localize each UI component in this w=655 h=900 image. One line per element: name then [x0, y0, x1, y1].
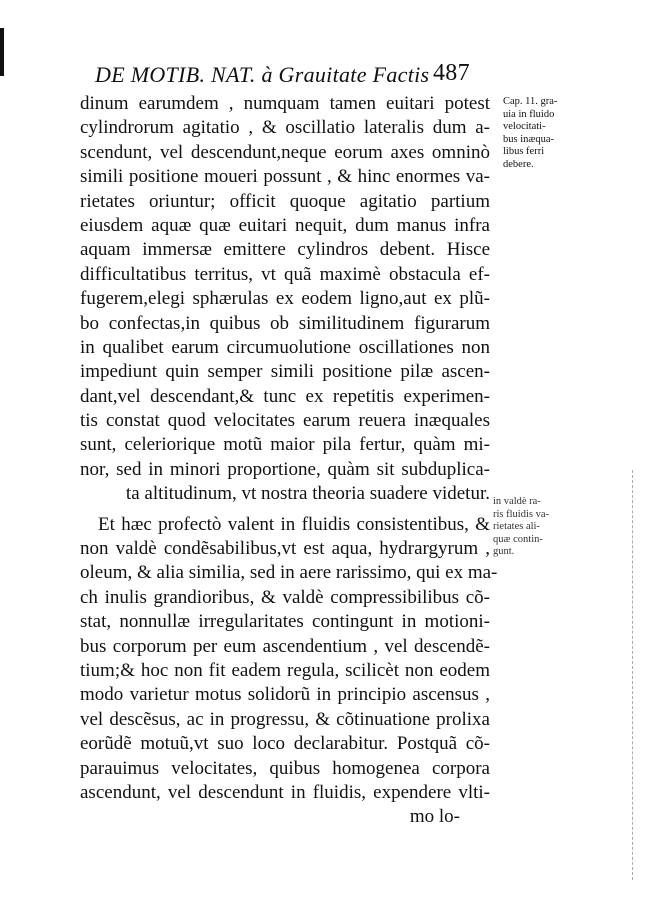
text-line: dinum earumdem , numquam tamen euitari potest	[80, 93, 490, 114]
paragraph-start-line: Et hæc profectò valent in fluidis consistentibus, &	[98, 513, 490, 535]
text-line: in qualibet earum circumuolutione oscillationes non	[80, 336, 490, 358]
text-line: tium;& hoc non fit eadem regula, scilicèt non eodem	[80, 659, 490, 681]
text-line: eorũdẽ motuũ,vt suo loco declarabitur. Postquã cõ-	[80, 733, 490, 755]
text-line: stat, nonnullæ irregularitates contingunt in motioni-	[80, 611, 490, 633]
page-number: 487	[433, 60, 470, 86]
margin-note-line: uia in fluido	[503, 108, 555, 120]
text-line: parauimus velocitates, quibus homogenea corpora	[80, 757, 490, 779]
text-line: non valdè condẽsabilibus,vt est aqua, hydrargyrum ,	[80, 538, 490, 560]
margin-note-line: ris fluidis va-	[493, 508, 549, 520]
text-line: nor, sed in minori proportione, quàm sit subduplica-	[80, 458, 490, 480]
text-line: tis constat quod velocitates earum reuera inæquales	[80, 410, 490, 432]
text-line: ta altitudinum, vt nostra theoria suadere videtur.	[125, 483, 490, 505]
body-text	[80, 92, 498, 830]
text-line: cylindrorum agitatio , & oscillatio lateralis dum a-	[80, 117, 490, 139]
running-header	[95, 62, 475, 92]
text-line: rietates oriuntur; officit quoque agitatio partium	[80, 190, 490, 212]
margin-note-line: in valdè ra-	[493, 496, 541, 507]
page-edge-mark	[0, 28, 4, 76]
margin-note-line: quæ contin-	[493, 533, 543, 545]
margin-note-line: gunt.	[493, 546, 515, 557]
text-line: sunt, celeriorique motũ maior pila fertur, quàm mi-	[80, 434, 490, 456]
margin-note-line: debere.	[503, 158, 534, 170]
text-line: fugerem,elegi sphærulas ex eodem ligno,aut ex plũ-	[80, 288, 490, 310]
text-line: ch inulis grandioribus, & valdè compressibilibus cõ-	[80, 586, 490, 608]
text-line: difficultatibus territus, vt quã maximè obstacula ef-	[80, 263, 490, 285]
margin-note-line: libus ferri	[503, 146, 545, 157]
text-line: aquam immersæ emittere cylindros debent. Hisce	[80, 239, 490, 261]
margin-note-line: rietates ali-	[493, 521, 540, 532]
text-line: vel descẽsus, ac in progressu, & cõtinuatione prolixa	[80, 708, 490, 730]
margin-note-1	[503, 96, 588, 171]
margin-note-line: bus inæqua-	[503, 133, 555, 145]
text-line: impediunt quin semper simili positione pilæ ascen-	[80, 361, 490, 383]
text-line: bo confectas,in quibus ob similitudinem figurarum	[80, 312, 490, 334]
margin-note-2	[493, 496, 578, 559]
text-line: ascendunt, vel descendunt in fluidis, expendere vlti-	[80, 781, 490, 803]
text-line: eiusdem aquæ quæ euitari nequit, dum manus infra	[80, 214, 490, 236]
catchword: mo lo-	[409, 806, 460, 828]
text-line: bus corporum per eum ascendentium , vel descendẽ-	[80, 635, 490, 657]
text-line: simili positione moueri possunt , & hinc enormes va-	[80, 166, 490, 188]
text-line: modo varietur motus solidorũ in principio ascensus ,	[80, 684, 490, 706]
running-title: DE MOTIB. NAT. à Grauitate Factis	[95, 62, 430, 87]
text-line: dant,vel descendant,& tunc ex repetitis experimen-	[80, 385, 490, 407]
text-line: oleum, & alia similia, sed in aere rarissimo, qui ex ma-	[80, 562, 498, 584]
margin-note-line: velocitati-	[503, 121, 546, 132]
margin-note-line: Cap. 11. gra-	[503, 96, 558, 107]
page-edge-line	[632, 470, 634, 880]
text-line: scendunt, vel descendunt,neque eorum axes omninò	[80, 141, 490, 163]
